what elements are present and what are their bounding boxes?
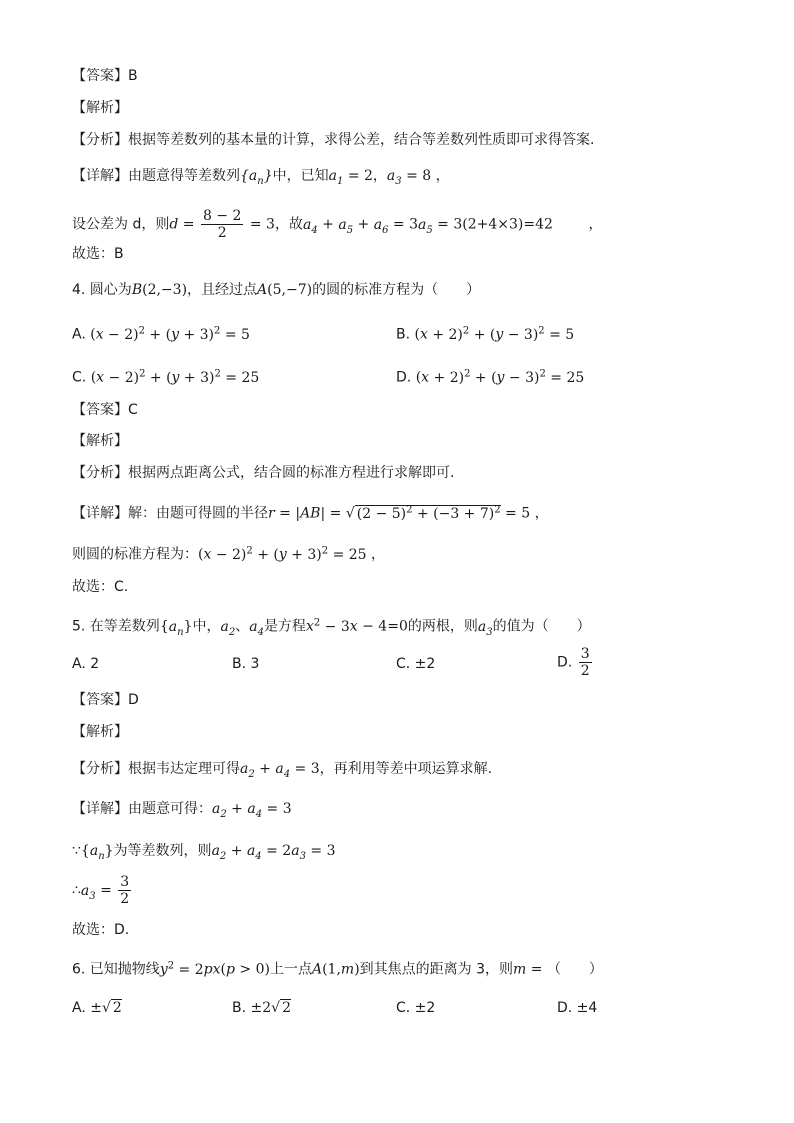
q6-option-d[interactable]: D. ±4 xyxy=(557,1000,598,1016)
q3-answer: 【答案】B xyxy=(72,68,138,84)
q5-option-a[interactable]: A. 2 xyxy=(72,656,100,672)
q4-option-c[interactable]: C. $(x - 2)^2 + (y + 3)^2 = 25$ xyxy=(72,368,260,386)
q3-detail-line2: 设公差为 d，则d = $\frac{8 - 2}{2}$ = 3，故$a_4 + a_5 + a_6 = 3a_5 = 3(2+4\times 3)=42$ ， xyxy=(72,208,603,241)
q4-option-d[interactable]: D. $(x + 2)^2 + (y - 3)^2 = 25$ xyxy=(396,368,585,386)
q4-conclusion: 故选：C. xyxy=(72,579,129,595)
q4-detail-line1: 【详解】解：由题可得圆的半径r = |AB| = √ $(2 - 5)^2 + (-3 + 7)^2 = 5$ ， xyxy=(72,504,549,522)
q6-option-c[interactable]: C. ±2 xyxy=(396,1000,436,1016)
q5-option-b[interactable]: B. 3 xyxy=(232,656,260,672)
q5-analysis-heading: 【解析】 xyxy=(72,724,128,740)
q4-option-b[interactable]: B. $(x + 2)^2 + (y - 3)^2 = 5$ xyxy=(396,325,575,343)
q3-analysis-heading: 【解析】 xyxy=(72,100,128,116)
q6-stem: 6. 已知抛物线$y^2 = 2px(p > 0)$上一点A(1,m)到其焦点的距离为 3，则m = （ ） xyxy=(72,960,603,978)
q4-option-a[interactable]: A. $(x - 2)^2 + (y + 3)^2 = 5$ xyxy=(72,325,250,343)
q4-analysis-heading: 【解析】 xyxy=(72,433,128,449)
q5-conclusion: 故选：D. xyxy=(72,922,130,938)
q6-option-b[interactable]: B. ±2√ 2 xyxy=(232,1000,291,1016)
q6-option-a[interactable]: A. ±√ 2 xyxy=(72,1000,122,1016)
q4-detail-line2: 则圆的标准方程为：$(x - 2)^2 + (y + 3)^2 = 25$ ， xyxy=(72,545,386,563)
q4-answer: 【答案】C xyxy=(72,402,138,418)
q5-detail-line2: $\because\{a_n\}$为等差数列，则$a_2 + a_4 = 2a_3 = 3$ xyxy=(72,843,336,862)
q5-detail-line1: 【详解】由题意可得：$a_2 + a_4 = 3$ xyxy=(72,801,292,820)
q4-analysis: 【分析】根据两点距离公式，结合圆的标准方程进行求解即可. xyxy=(72,465,455,481)
q5-option-d[interactable]: D. $\frac{3}{2}$ xyxy=(557,646,590,679)
q5-stem: 5. 在等差数列$\{a_n\}$中，$a_2$、$a_4$是方程$x^2 - 3x - 4=0$的两根，则$a_3$的值为（ ） xyxy=(72,617,591,638)
q4-stem: 4. 圆心为B(2,−3)，且经过点A(5,−7)的圆的标准方程为（ ） xyxy=(72,282,481,298)
q5-detail-line3: $\therefore a_3$ = $\frac{3}{2}$ xyxy=(72,874,130,907)
q3-detail-line1: 【详解】由题意得等差数列$\{a_n\}$中，已知$a_1 = 2$，$a_3 = 8$ ， xyxy=(72,168,450,187)
q5-answer: 【答案】D xyxy=(72,692,139,708)
q5-option-c[interactable]: C. ±2 xyxy=(396,656,436,672)
q3-conclusion: 故选：B xyxy=(72,246,124,262)
q3-analysis: 【分析】根据等差数列的基本量的计算，求得公差，结合等差数列性质即可求得答案. xyxy=(72,132,595,148)
q5-analysis: 【分析】根据韦达定理可得$a_2 + a_4 = 3$，再利用等差中项运算求解. xyxy=(72,761,493,780)
